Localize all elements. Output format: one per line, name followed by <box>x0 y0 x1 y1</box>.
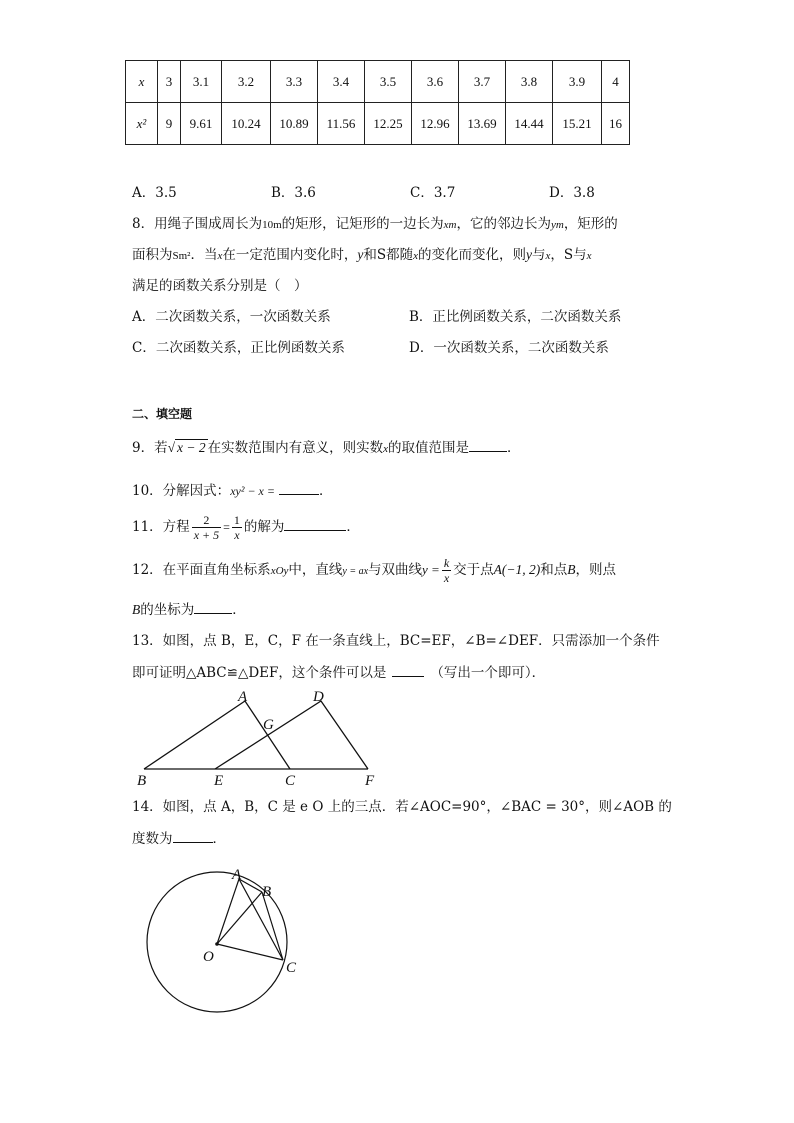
q14-text: ． <box>212 831 226 847</box>
table-cell: 10.24 <box>222 103 271 145</box>
q8-option-b: B．正比例函数关系，二次函数关系 <box>409 309 622 325</box>
fraction <box>192 513 221 542</box>
sqrt-expression: √ x − 2 <box>167 440 206 455</box>
numerator: k <box>443 556 450 570</box>
q8-text: 和S都随 <box>363 247 414 263</box>
q8-text: 面积为 <box>132 247 173 263</box>
label-g: G <box>263 717 274 733</box>
table-cell: 13.69 <box>459 103 506 145</box>
q8-line-1 <box>132 214 618 235</box>
q7-option-a: A．3.5 <box>132 185 177 201</box>
q8-line-2 <box>132 245 592 266</box>
equals-sign: = <box>223 520 230 534</box>
q12-line-1 <box>132 556 616 585</box>
table-cell: 3 <box>158 61 181 103</box>
q8-var-y: y <box>357 247 364 262</box>
answer-blank[interactable] <box>173 828 213 843</box>
table-cell: x <box>126 61 158 103</box>
q7-option-c: C．3.7 <box>410 185 456 201</box>
q13-line-2 <box>132 662 545 683</box>
segment-oa <box>217 879 239 944</box>
answer-blank[interactable] <box>279 480 319 495</box>
table-cell: 3.2 <box>222 61 271 103</box>
fraction <box>232 513 242 542</box>
q9-text: 9．若 <box>132 440 168 456</box>
label-c: C <box>286 960 297 976</box>
q13-text: 即可证明△ABC≌△DEF，这个条件可以是 <box>132 665 387 681</box>
q10-expression: xy² − x = <box>230 484 275 498</box>
label-b: B <box>262 884 272 900</box>
fraction <box>442 556 451 585</box>
numerator: 1 <box>233 513 240 527</box>
label-a: A <box>238 689 248 705</box>
q8-var-x: x <box>217 250 223 262</box>
q12-text: ，则点 <box>575 562 617 578</box>
table-cell: 3.5 <box>365 61 412 103</box>
q13-text: （写出一个即可）． <box>430 665 546 681</box>
triangle-def <box>215 701 368 769</box>
q10-text: ． <box>318 483 333 499</box>
segment-oc <box>217 944 283 960</box>
q10-text: 10．分解因式： <box>132 483 231 499</box>
q8-text: 与 <box>532 247 546 263</box>
q8-text: ，S与 <box>550 247 587 263</box>
point-b: B <box>132 602 141 617</box>
line-equation: y = ax <box>342 566 369 577</box>
answer-blank[interactable] <box>194 599 232 614</box>
table-cell: 10.89 <box>271 103 318 145</box>
circle-figure <box>145 862 305 1022</box>
q8-var-y: ym <box>550 219 564 231</box>
q7-option-d: D．3.8 <box>549 185 595 201</box>
q12-text: 交于点 <box>453 562 494 578</box>
q8-var-x: xm <box>443 219 457 231</box>
point-a: A(−1, 2) <box>493 562 541 577</box>
table-cell: 3.6 <box>412 61 459 103</box>
q10-line <box>132 480 332 501</box>
q11-text: ． <box>346 519 360 535</box>
table-cell: 14.44 <box>506 103 553 145</box>
q8-text: ，矩形的 <box>563 216 618 232</box>
hyperbola-lhs: y = <box>422 562 440 577</box>
table-row <box>126 103 630 145</box>
q12-line-2 <box>132 599 246 620</box>
q9-text: 的取值范围是 <box>388 440 470 456</box>
table-cell: 9 <box>158 103 181 145</box>
q9-text: 在实数范围内有意义，则实数 <box>207 440 384 456</box>
denominator: x <box>234 528 240 542</box>
table-cell: 15.21 <box>553 103 602 145</box>
q12-text: ． <box>232 602 246 618</box>
radicand: x − 2 <box>177 440 206 455</box>
q8-var-x: x <box>586 250 592 262</box>
denominator: x + 5 <box>193 528 220 542</box>
point-b: B <box>567 562 576 577</box>
q8-var-x: x <box>545 250 551 262</box>
q7-option-b: B．3.6 <box>271 185 316 201</box>
q8-text: ，它的邻边长为 <box>456 216 551 232</box>
square-table <box>125 60 630 145</box>
label-f: F <box>365 773 375 789</box>
q8-text: ．当 <box>190 247 218 263</box>
table-cell: 3.1 <box>181 61 222 103</box>
q12-text: 中，直线 <box>288 562 343 578</box>
q11-text: 11．方程 <box>132 519 190 535</box>
denominator: x <box>443 571 450 585</box>
q8-option-c: C．二次函数关系，正比例函数关系 <box>132 340 345 356</box>
q8-text: 的变化而变化，则 <box>418 247 527 263</box>
center-point <box>215 942 219 946</box>
q8-text: 在一定范围内变化时， <box>222 247 358 263</box>
table-cell: 16 <box>602 103 630 145</box>
q12-text: 12．在平面直角坐标系 <box>132 562 271 578</box>
label-a: A <box>232 867 242 883</box>
label-o: O <box>203 949 214 965</box>
table-cell: 3.4 <box>318 61 365 103</box>
q12-text: 和点 <box>540 562 568 578</box>
section-title: 二、填空题 <box>132 407 193 421</box>
table-cell: x² <box>126 103 158 145</box>
table-cell: 11.56 <box>318 103 365 145</box>
q9-text: ． <box>507 440 521 456</box>
table-cell: 3.3 <box>271 61 318 103</box>
q12-text: 与双曲线 <box>368 562 423 578</box>
q11-line <box>132 513 360 542</box>
triangles-figure <box>130 685 390 790</box>
table-cell: 3.9 <box>553 61 602 103</box>
table-cell: 9.61 <box>181 103 222 145</box>
q8-var-x: x <box>413 250 419 262</box>
q9-var-x: x <box>383 443 389 455</box>
answer-blank[interactable] <box>284 516 346 531</box>
numerator: 2 <box>192 513 221 528</box>
q8-option-a: A．二次函数关系，一次函数关系 <box>132 309 331 325</box>
table-cell: 4 <box>602 61 630 103</box>
q8-line-3: 满足的函数关系分别是（ ） <box>132 278 308 294</box>
q13-line-1: 13．如图，点 B，E，C，F 在一条直线上，BC=EF，∠B=∠DEF．只需添加一个条件 <box>132 633 660 649</box>
label-d: D <box>313 689 324 705</box>
table-cell: 3.8 <box>506 61 553 103</box>
coordinate-system: xOy <box>270 565 289 577</box>
q8-text: 的矩形，记矩形的一边长为 <box>281 216 444 232</box>
q14-line-2 <box>132 828 226 849</box>
answer-blank[interactable] <box>392 662 424 677</box>
q14-line-1: 14．如图，点 A，B，C 是 e O 上的三点．若∠AOC=90°，∠BAC = 30°，则∠AOB 的 <box>132 799 672 815</box>
q8-var-y: y <box>526 247 533 262</box>
label-e: E <box>214 773 224 789</box>
table-row <box>126 61 630 103</box>
segment-ob <box>217 892 262 944</box>
q8-area: Sm² <box>172 250 191 262</box>
q8-length: 10m <box>262 219 282 231</box>
q8-option-d: D．一次函数关系，二次函数关系 <box>409 340 609 356</box>
table-cell: 3.7 <box>459 61 506 103</box>
q12-text: 的坐标为 <box>140 602 195 618</box>
label-c: C <box>285 773 296 789</box>
q8-text: 8．用绳子围成周长为 <box>132 216 263 232</box>
label-b: B <box>137 773 147 789</box>
table-cell: 12.25 <box>365 103 412 145</box>
q11-text: 的解为 <box>243 519 285 535</box>
q14-text: 度数为 <box>132 831 173 847</box>
table-cell: 12.96 <box>412 103 459 145</box>
answer-blank[interactable] <box>469 437 507 452</box>
q9-line <box>132 437 521 459</box>
